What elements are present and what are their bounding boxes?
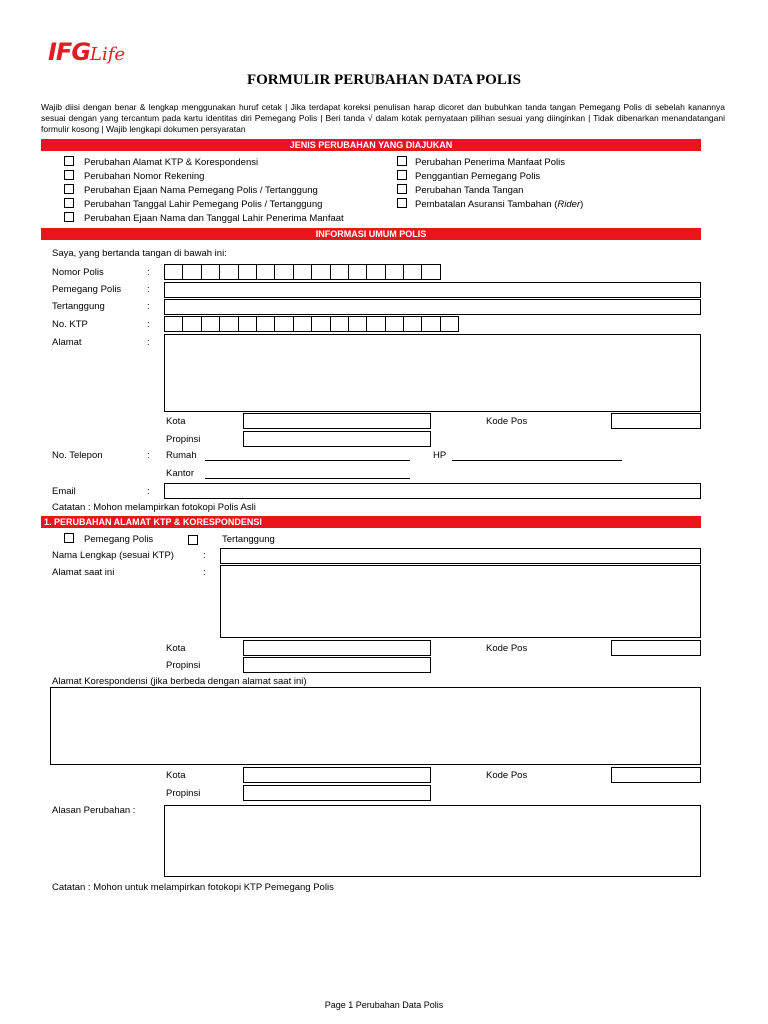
hp-label: HP xyxy=(433,450,447,461)
option-nomor-rekening-label: Perubahan Nomor Rekening xyxy=(84,171,205,182)
catatan-polis: Catatan : Mohon melampirkan fotokopi Polis Asli xyxy=(52,502,256,513)
option-pembatalan-rider-label: Pembatalan Asuransi Tambahan (Rider) xyxy=(415,199,584,210)
logo-main: IFG xyxy=(48,38,91,66)
option-ejaan-penerima-label: Perubahan Ejaan Nama dan Tanggal Lahir Penerima Manfaat xyxy=(84,213,344,224)
no-telepon-label: No. Telepon xyxy=(52,450,103,461)
checkbox-pembatalan-rider[interactable] xyxy=(397,198,407,208)
nama-lengkap-label: Nama Lengkap (sesuai KTP) xyxy=(52,550,174,561)
kota-label: Kota xyxy=(166,770,186,781)
checkbox-tertanggung[interactable] xyxy=(188,535,198,545)
colon: : xyxy=(147,284,150,295)
colon: : xyxy=(147,337,150,348)
checkbox-ejaan-penerima[interactable] xyxy=(64,212,74,222)
colon: : xyxy=(147,301,150,312)
alasan-perubahan-field[interactable] xyxy=(164,805,701,877)
section1-header: 1. PERUBAHAN ALAMAT KTP & KORESPONDENSI xyxy=(41,516,701,528)
checkbox-nomor-rekening[interactable] xyxy=(64,170,74,180)
nama-lengkap-field[interactable] xyxy=(220,548,701,564)
nomor-polis-label: Nomor Polis xyxy=(52,267,104,278)
tertanggung-option-label: Tertanggung xyxy=(222,534,275,545)
pemegang-polis-field[interactable] xyxy=(164,282,701,298)
checkbox-tanda-tangan[interactable] xyxy=(397,184,407,194)
colon: : xyxy=(147,267,150,278)
alamat-field[interactable] xyxy=(164,334,701,412)
pemegang-polis-option-label: Pemegang Polis xyxy=(84,534,154,545)
checkbox-penggantian-pemegang[interactable] xyxy=(397,170,407,180)
no-ktp-cells[interactable] xyxy=(164,316,458,332)
intro-text: Saya, yang bertanda tangan di bawah ini: xyxy=(52,248,227,259)
kode-pos-field[interactable] xyxy=(611,767,701,783)
page-footer: Page 1 Perubahan Data Polis xyxy=(324,1000,444,1010)
colon: : xyxy=(147,450,150,461)
checkbox-ejaan-nama[interactable] xyxy=(64,184,74,194)
jenis-perubahan-header: JENIS PERUBAHAN YANG DIAJUKAN xyxy=(41,139,701,151)
kota-field[interactable] xyxy=(243,640,431,656)
propinsi-label: Propinsi xyxy=(166,788,201,799)
option-penggantian-pemegang-label: Penggantian Pemegang Polis xyxy=(415,171,541,182)
option-ejaan-nama-label: Perubahan Ejaan Nama Pemegang Polis / Tertanggung xyxy=(84,185,318,196)
propinsi-field[interactable] xyxy=(243,657,431,673)
alamat-korespondensi-field[interactable] xyxy=(50,687,701,765)
colon: : xyxy=(203,567,206,578)
alamat-label: Alamat xyxy=(52,337,82,348)
checkbox-tanggal-lahir[interactable] xyxy=(64,198,74,208)
nomor-polis-cells[interactable] xyxy=(164,264,440,280)
logo-sub: Life xyxy=(90,44,126,65)
rumah-label: Rumah xyxy=(166,450,197,461)
colon: : xyxy=(203,550,206,561)
kode-pos-field[interactable] xyxy=(611,413,701,429)
checkbox-penerima-manfaat[interactable] xyxy=(397,156,407,166)
kode-pos-label: Kode Pos xyxy=(486,643,528,654)
tertanggung-field[interactable] xyxy=(164,299,701,315)
colon: : xyxy=(147,486,150,497)
kode-pos-field[interactable] xyxy=(611,640,701,656)
kota-field[interactable] xyxy=(243,413,431,429)
email-label: Email xyxy=(52,486,76,497)
kantor-label: Kantor xyxy=(166,468,194,479)
kota-field[interactable] xyxy=(243,767,431,783)
option-tanda-tangan-label: Perubahan Tanda Tangan xyxy=(415,185,524,196)
alamat-saat-ini-field[interactable] xyxy=(220,565,701,638)
informasi-umum-header: INFORMASI UMUM POLIS xyxy=(41,228,701,240)
hp-line[interactable] xyxy=(452,460,622,461)
checkbox-pemegang-polis[interactable] xyxy=(64,533,74,543)
ifg-life-logo xyxy=(48,38,125,66)
colon: : xyxy=(147,319,150,330)
rumah-line[interactable] xyxy=(205,460,410,461)
email-field[interactable] xyxy=(164,483,701,499)
alamat-korespondensi-label: Alamat Korespondensi (jika berbeda dengan alamat saat ini) xyxy=(52,676,307,687)
kota-label: Kota xyxy=(166,643,186,654)
propinsi-label: Propinsi xyxy=(166,434,201,445)
checkbox-alamat-ktp[interactable] xyxy=(64,156,74,166)
alasan-perubahan-label: Alasan Perubahan : xyxy=(52,805,136,816)
option-tanggal-lahir-label: Perubahan Tanggal Lahir Pemegang Polis / Tertanggung xyxy=(84,199,323,210)
form-title: FORMULIR PERUBAHAN DATA POLIS xyxy=(246,72,522,88)
catatan-ktp: Catatan : Mohon untuk melampirkan fotokopi KTP Pemegang Polis xyxy=(52,882,334,893)
kode-pos-label: Kode Pos xyxy=(486,770,528,781)
propinsi-field[interactable] xyxy=(243,431,431,447)
kantor-line[interactable] xyxy=(205,478,410,479)
option-alamat-ktp-label: Perubahan Alamat KTP & Korespondensi xyxy=(84,157,259,168)
alamat-saat-ini-label: Alamat saat ini xyxy=(52,567,115,578)
propinsi-field[interactable] xyxy=(243,785,431,801)
kota-label: Kota xyxy=(166,416,186,427)
pemegang-polis-label: Pemegang Polis xyxy=(52,284,122,295)
propinsi-label: Propinsi xyxy=(166,660,201,671)
option-penerima-manfaat-label: Perubahan Penerima Manfaat Polis xyxy=(415,157,565,168)
form-instructions: Wajib diisi dengan benar & lengkap menggunakan huruf cetak | Jika terdapat koreksi penulisan harap dicoret dan bubuhkan tanda tangan Pemegang Polis di sebelah kanannya sesuai dengan yang tercantum pada kartu identitas diri Pemegang Polis | Beri tanda √ dalam kotak pernyataan pilihan sesuai yang diinginkan | Tidak dibenarkan menandatangani formulir kosong | Wajib lengkapi dokumen persyaratan xyxy=(41,102,725,134)
no-ktp-label: No. KTP xyxy=(52,319,88,330)
tertanggung-label: Tertanggung xyxy=(52,301,105,312)
kode-pos-label: Kode Pos xyxy=(486,416,528,427)
